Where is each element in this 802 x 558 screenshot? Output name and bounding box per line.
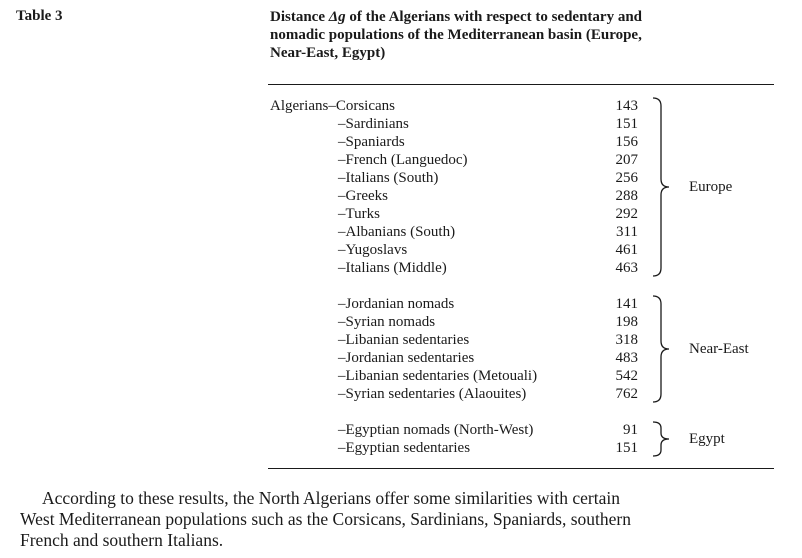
distance-value: 141 [615,296,638,312]
body-line: According to these results, the North Algerians offer some similarities with certain [42,488,621,508]
population-name: –Albanians (South) [338,224,456,240]
europe-brace [651,96,673,278]
distance-value: 151 [615,116,638,132]
table-caption [270,8,790,62]
region-label-near-east: Near-East [689,341,749,357]
table-bottom-rule [268,468,774,469]
population-name: –Jordanian sedentaries [338,350,475,366]
caption-text-post: of the Algerians with respect to sedentary and [345,9,643,25]
distance-value: 207 [615,152,638,168]
distance-value: 292 [615,206,638,222]
population-name: –Egyptian nomads (North-West) [338,422,534,438]
distance-value: 151 [615,440,638,456]
population-name: –Italians (Middle) [338,260,447,276]
distance-value: 91 [623,422,638,438]
distance-value: 288 [615,188,638,204]
caption-line-3: Near-East, Egypt) [270,45,386,61]
population-name: –Libanian sedentaries (Metouali) [338,368,538,384]
population-name: –Jordanian nomads [338,296,455,312]
distance-value: 318 [615,332,638,348]
distance-value: 198 [615,314,638,330]
population-name: –Turks [338,206,380,222]
population-name: –Libanian sedentaries [338,332,470,348]
delta-g-symbol: Δg [328,9,346,25]
distance-value: 311 [616,224,638,240]
population-name: Algerians–Corsicans [270,98,395,114]
body-line: West Mediterranean populations such as the Corsicans, Sardinians, Spaniards, southern [20,509,631,529]
table-top-rule [268,84,774,85]
distance-value: 156 [615,134,638,150]
population-name: –Egyptian sedentaries [338,440,471,456]
population-name: –Syrian nomads [338,314,436,330]
distance-value: 256 [615,170,638,186]
population-name: –Greeks [338,188,388,204]
caption-line-2: nomadic populations of the Mediterranean basin (Europe, [270,27,642,43]
near-east-brace [651,294,673,404]
body-paragraph [20,488,790,551]
distance-value: 542 [615,368,638,384]
population-name: –Yugoslavs [338,242,408,258]
body-line: French and southern Italians. [20,530,224,550]
population-name: –Spaniards [338,134,405,150]
distance-value: 463 [615,260,638,276]
region-label-europe: Europe [689,179,733,195]
caption-text-pre: Distance [270,9,329,25]
region-label-egypt: Egypt [689,431,725,447]
population-name: –Sardinians [338,116,409,132]
egypt-brace [651,420,673,458]
population-name: –Syrian sedentaries (Alaouites) [338,386,527,402]
caption-line-1 [270,8,790,26]
distance-value: 461 [615,242,638,258]
population-name: –French (Languedoc) [338,152,468,168]
table-label: Table 3 [16,8,63,24]
population-name: –Italians (South) [338,170,439,186]
distance-value: 762 [615,386,638,402]
distance-value: 483 [615,350,638,366]
distance-value: 143 [615,98,638,114]
